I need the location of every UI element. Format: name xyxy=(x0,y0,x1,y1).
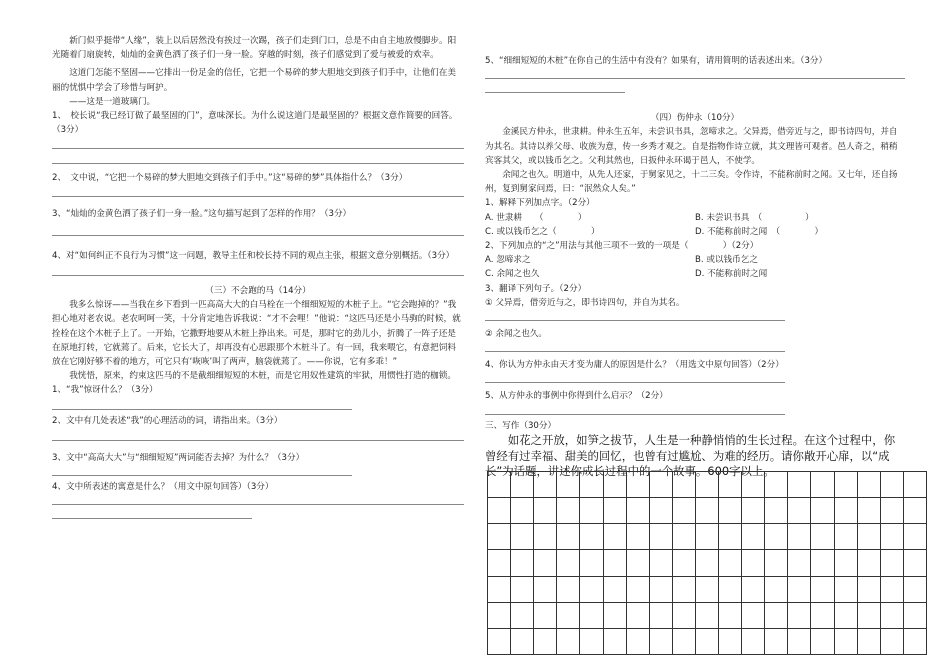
question-2: 2、 文中说，“它把一个易碎的梦大胆地交到孩子们手中。”这“易碎的梦”具体指什么？（3分） xyxy=(52,173,408,184)
grid-cell[interactable] xyxy=(673,629,696,655)
grid-cell[interactable] xyxy=(719,498,742,524)
passage-paragraph: 我多么惊讶——当我在乡下看到一匹高高大大的白马栓在一个细细短短的木桩子上。“它会跑掉的？”我担心地对老农说。老农呵呵一笑，十分肯定地告诉我说：“才不会哩！”他说：“这匹马还是小马驹的时候，就拴栓在这个木桩子上了。一开始，它撒野地要从木桩上挣出来。可是，那时它的劲儿小，折腾了一阵子还是在原地打转，它就蔫了。后来，它长大了，却再没有心思跟那个木桩斗了。有一回，我来喂它，有意把饲料放在它刚好够不着的地方，可它只有‘咴咴’叫了两声，脑袋就蔫了。——你说，它有多乖！” xyxy=(52,300,461,368)
grid-cell[interactable] xyxy=(511,524,534,550)
passage-paragraph: 这道门怎能不坚固——它排出一份足金的信任，它把一个易碎的梦大胆地交到孩子们手中，让他们在美丽的忧惧中学会了珍惜与呵护。 xyxy=(52,68,456,93)
grid-cell[interactable] xyxy=(881,524,904,550)
grid-cell[interactable] xyxy=(511,629,534,655)
grid-cell[interactable] xyxy=(904,472,927,498)
grid-cell[interactable] xyxy=(696,472,719,498)
grid-cell[interactable] xyxy=(904,603,927,629)
grid-cell[interactable] xyxy=(650,577,673,603)
grid-cell[interactable] xyxy=(511,550,534,576)
question-3: 3、文中“高高大大”与“细细短短”两词能否去掉？为什么？（3分） xyxy=(52,452,305,463)
grid-cell[interactable] xyxy=(604,524,627,550)
question-4: 4、文中所表述的寓意是什么？（用文中原句回答）（3分） xyxy=(52,482,274,493)
grid-cell[interactable] xyxy=(719,550,742,576)
grid-cell[interactable] xyxy=(765,603,788,629)
passage-paragraph: 金溪民方仲永，世隶耕。仲永生五年，未尝识书具，忽啼求之。父异焉，借旁近与之，即书诗四句，并自为其名。其诗以养父母、收族为意，传一乡秀才观之。自是指物作诗立就，其文理皆可观者。邑人奇之，稍稍宾客其父，或以钱币乞之。父利其然也，日扳仲永环谒于邑人，不使学。 xyxy=(485,127,898,166)
right-column xyxy=(485,0,905,480)
grid-cell[interactable] xyxy=(719,524,742,550)
grid-cell[interactable] xyxy=(650,524,673,550)
grid-cell[interactable] xyxy=(742,524,765,550)
grid-cell[interactable] xyxy=(742,472,765,498)
grid-cell[interactable] xyxy=(673,577,696,603)
grid-cell[interactable] xyxy=(858,629,881,655)
grid-cell[interactable] xyxy=(835,524,858,550)
grid-cell[interactable] xyxy=(742,629,765,655)
grid-cell[interactable] xyxy=(788,603,811,629)
grid-cell[interactable] xyxy=(488,629,511,655)
grid-cell[interactable] xyxy=(742,498,765,524)
passage-paragraph: 新门似乎挺带“人缘”，装上以后居然没有挨过一次踢，孩子们走到门口，总是不由自主地放慢脚步。阳光随着门扇旋转，灿灿的金黄色洒了孩子们一身一脸。穿越的时刻，孩子们感觉到了爱与被爱的欢幸。 xyxy=(52,36,457,61)
option: B. 或以钱币乞之 xyxy=(695,255,758,266)
question-5: 5、“细细短短的木桩”在你自己的生活中有没有？如果有，请用简明的话表述出来。（3分） xyxy=(485,56,828,66)
grid-cell[interactable] xyxy=(580,524,603,550)
grid-cell[interactable] xyxy=(696,577,719,603)
grid-cell[interactable] xyxy=(650,498,673,524)
grid-cell[interactable] xyxy=(742,577,765,603)
grid-cell[interactable] xyxy=(604,629,627,655)
grid-cell[interactable] xyxy=(557,629,580,655)
grid-cell[interactable] xyxy=(742,603,765,629)
grid-cell[interactable] xyxy=(858,472,881,498)
grid-cell[interactable] xyxy=(534,550,557,576)
grid-cell[interactable] xyxy=(673,550,696,576)
grid-cell[interactable] xyxy=(604,550,627,576)
option: B. 未尝识书具 （ ） xyxy=(695,212,814,223)
grid-cell[interactable] xyxy=(604,472,627,498)
option: A. 世隶耕 （ ） xyxy=(485,212,587,223)
grid-cell[interactable] xyxy=(511,577,534,603)
option: D. 不能称前时之闻 xyxy=(695,269,768,280)
question-5: 5、从方仲永的事例中你得到什么启示？（2分） xyxy=(485,391,668,402)
question-1: 1、“我”惊讶什么？（3分） xyxy=(52,385,158,396)
grid-cell[interactable] xyxy=(627,550,650,576)
passage-paragraph: ——这是一道玻璃门。 xyxy=(69,96,156,107)
grid-cell[interactable] xyxy=(488,524,511,550)
grid-cell[interactable] xyxy=(511,498,534,524)
grid-cell[interactable] xyxy=(627,498,650,524)
grid-cell[interactable] xyxy=(835,577,858,603)
grid-cell[interactable] xyxy=(534,603,557,629)
grid-cell[interactable] xyxy=(811,603,834,629)
options-row xyxy=(485,253,905,267)
grid-cell[interactable] xyxy=(788,524,811,550)
grid-cell[interactable] xyxy=(835,550,858,576)
grid-cell[interactable] xyxy=(488,472,511,498)
grid-cell[interactable] xyxy=(488,550,511,576)
question-3: 3、“灿灿的金黄色洒了孩子们一身一脸。”这句描写起到了怎样的作用？（3分） xyxy=(52,208,352,219)
grid-cell[interactable] xyxy=(904,577,927,603)
grid-cell[interactable] xyxy=(904,629,927,655)
grid-cell[interactable] xyxy=(835,498,858,524)
grid-cell[interactable] xyxy=(673,524,696,550)
grid-cell[interactable] xyxy=(557,550,580,576)
grid-cell[interactable] xyxy=(627,629,650,655)
left-column xyxy=(52,0,464,519)
grid-cell[interactable] xyxy=(788,550,811,576)
grid-cell[interactable] xyxy=(580,472,603,498)
grid-cell[interactable] xyxy=(788,498,811,524)
grid-cell[interactable] xyxy=(580,577,603,603)
grid-cell[interactable] xyxy=(557,472,580,498)
grid-cell[interactable] xyxy=(858,550,881,576)
option: D. 不能称前时之闻 （ ） xyxy=(695,226,824,237)
grid-cell[interactable] xyxy=(765,524,788,550)
grid-cell[interactable] xyxy=(534,629,557,655)
grid-cell[interactable] xyxy=(511,603,534,629)
grid-cell[interactable] xyxy=(488,498,511,524)
options-row xyxy=(485,211,905,225)
grid-cell[interactable] xyxy=(627,524,650,550)
grid-cell[interactable] xyxy=(557,498,580,524)
grid-cell[interactable] xyxy=(719,603,742,629)
grid-cell[interactable] xyxy=(765,498,788,524)
grid-cell[interactable] xyxy=(788,577,811,603)
grid-cell[interactable] xyxy=(650,629,673,655)
grid-cell[interactable] xyxy=(858,603,881,629)
option: A. 忽啼求之 xyxy=(485,255,531,266)
grid-cell[interactable] xyxy=(742,550,765,576)
grid-cell[interactable] xyxy=(534,472,557,498)
grid-cell[interactable] xyxy=(904,498,927,524)
grid-cell[interactable] xyxy=(881,472,904,498)
grid-cell[interactable] xyxy=(858,577,881,603)
section-3-title: （三）不会跑的马（14分） xyxy=(205,286,311,297)
grid-cell[interactable] xyxy=(765,577,788,603)
passage-paragraph: 余闻之也久。明道中，从先人还家，于舅家见之，十二三矣。令作诗，不能称前时之闻。又七年，还自扬州，复到舅家问焉，曰：“泯然众人矣。” xyxy=(485,170,898,195)
section-4-title: （四）伤仲永（10分） xyxy=(650,113,740,124)
grid-cell[interactable] xyxy=(580,603,603,629)
grid-cell[interactable] xyxy=(811,577,834,603)
grid-cell[interactable] xyxy=(835,629,858,655)
grid-cell[interactable] xyxy=(580,498,603,524)
grid-cell[interactable] xyxy=(835,472,858,498)
grid-cell[interactable] xyxy=(673,472,696,498)
question-2: 2、文中有几处表述“我”的心理活动的词，请指出来。（3分） xyxy=(52,415,283,426)
question-1: 1、 校长说“我已经订做了最坚固的门”，意味深长。为什么说这道门是最坚固的？根据文意作简要的回答。（3分） xyxy=(52,111,458,136)
grid-cell[interactable] xyxy=(604,498,627,524)
options-row xyxy=(485,225,905,239)
grid-cell[interactable] xyxy=(650,472,673,498)
grid-cell[interactable] xyxy=(580,629,603,655)
grid-cell[interactable] xyxy=(881,577,904,603)
grid-cell[interactable] xyxy=(811,524,834,550)
grid-cell[interactable] xyxy=(557,603,580,629)
grid-cell[interactable] xyxy=(719,577,742,603)
grid-cell[interactable] xyxy=(858,498,881,524)
grid-cell[interactable] xyxy=(534,498,557,524)
grid-cell[interactable] xyxy=(511,472,534,498)
grid-cell[interactable] xyxy=(811,550,834,576)
question-1: 1、解释下列加点字。（2分） xyxy=(485,198,595,209)
essay-grid[interactable] xyxy=(487,471,927,655)
writing-prompt: 如花之开放，如笋之拔节，人生是一种静悄悄的生长过程。在这个过程中，你曾经有过幸福、甜美的回忆，也曾有过尴尬、为难的经历。请你敞开心扉，以“成长”为话题，讲述你成长过程中的一个故事。600字以上。 xyxy=(485,432,896,479)
grid-cell[interactable] xyxy=(696,550,719,576)
grid-cell[interactable] xyxy=(488,577,511,603)
grid-cell[interactable] xyxy=(604,603,627,629)
grid-cell[interactable] xyxy=(904,550,927,576)
question-4: 4、你认为方仲永由天才变为庸人的原因是什么？（用选文中原句回答）（2分） xyxy=(485,360,784,371)
grid-cell[interactable] xyxy=(580,550,603,576)
grid-cell[interactable] xyxy=(534,577,557,603)
translate-sentence-2: ② 余闻之也久。 xyxy=(485,329,547,340)
grid-cell[interactable] xyxy=(811,472,834,498)
grid-cell[interactable] xyxy=(788,629,811,655)
option: C. 余闻之也久 xyxy=(485,269,540,280)
grid-cell[interactable] xyxy=(534,524,557,550)
grid-cell[interactable] xyxy=(627,577,650,603)
grid-cell[interactable] xyxy=(696,524,719,550)
options-row xyxy=(485,267,905,281)
writing-title: 三、写作（30分） xyxy=(485,420,557,431)
grid-cell[interactable] xyxy=(650,550,673,576)
grid-cell[interactable] xyxy=(811,498,834,524)
grid-cell[interactable] xyxy=(881,498,904,524)
answer-line[interactable] xyxy=(52,518,252,519)
grid-cell[interactable] xyxy=(696,498,719,524)
grid-cell[interactable] xyxy=(696,603,719,629)
grid-cell[interactable] xyxy=(557,577,580,603)
grid-cell[interactable] xyxy=(788,472,811,498)
grid-cell[interactable] xyxy=(765,472,788,498)
grid-cell[interactable] xyxy=(904,524,927,550)
grid-cell[interactable] xyxy=(557,524,580,550)
question-3: 3、翻译下列句子。（2分） xyxy=(485,283,587,294)
grid-cell[interactable] xyxy=(881,603,904,629)
grid-cell[interactable] xyxy=(696,629,719,655)
question-2: 2、下列加点的“之”用法与其他三项不一致的一项是（ ）（2分） xyxy=(485,241,759,252)
grid-cell[interactable] xyxy=(719,472,742,498)
grid-cell[interactable] xyxy=(604,577,627,603)
grid-cell[interactable] xyxy=(835,603,858,629)
grid-cell[interactable] xyxy=(719,629,742,655)
grid-cell[interactable] xyxy=(811,629,834,655)
grid-cell[interactable] xyxy=(673,603,696,629)
grid-cell[interactable] xyxy=(858,524,881,550)
grid-cell[interactable] xyxy=(765,550,788,576)
question-4: 4、对“如何纠正不良行为习惯”这一问题，教导主任和校长持不同的观点主张，根据文意分别概括。（3分） xyxy=(52,250,455,261)
grid-cell[interactable] xyxy=(881,550,904,576)
passage-paragraph: 我恍悟，原来，约束这匹马的不是截细细短短的木桩，而是它用奴性建筑的牢狱，用惯性打造的枷锁。 xyxy=(69,371,456,382)
grid-cell[interactable] xyxy=(627,603,650,629)
grid-cell[interactable] xyxy=(627,472,650,498)
translate-sentence-1: ① 父异焉，借旁近与之，即书诗四句，并自为其名。 xyxy=(485,297,685,308)
grid-cell[interactable] xyxy=(650,603,673,629)
grid-cell[interactable] xyxy=(488,603,511,629)
grid-cell[interactable] xyxy=(881,629,904,655)
option: C. 或以钱币乞之（ ） xyxy=(485,226,600,237)
grid-cell[interactable] xyxy=(673,498,696,524)
grid-cell[interactable] xyxy=(765,629,788,655)
